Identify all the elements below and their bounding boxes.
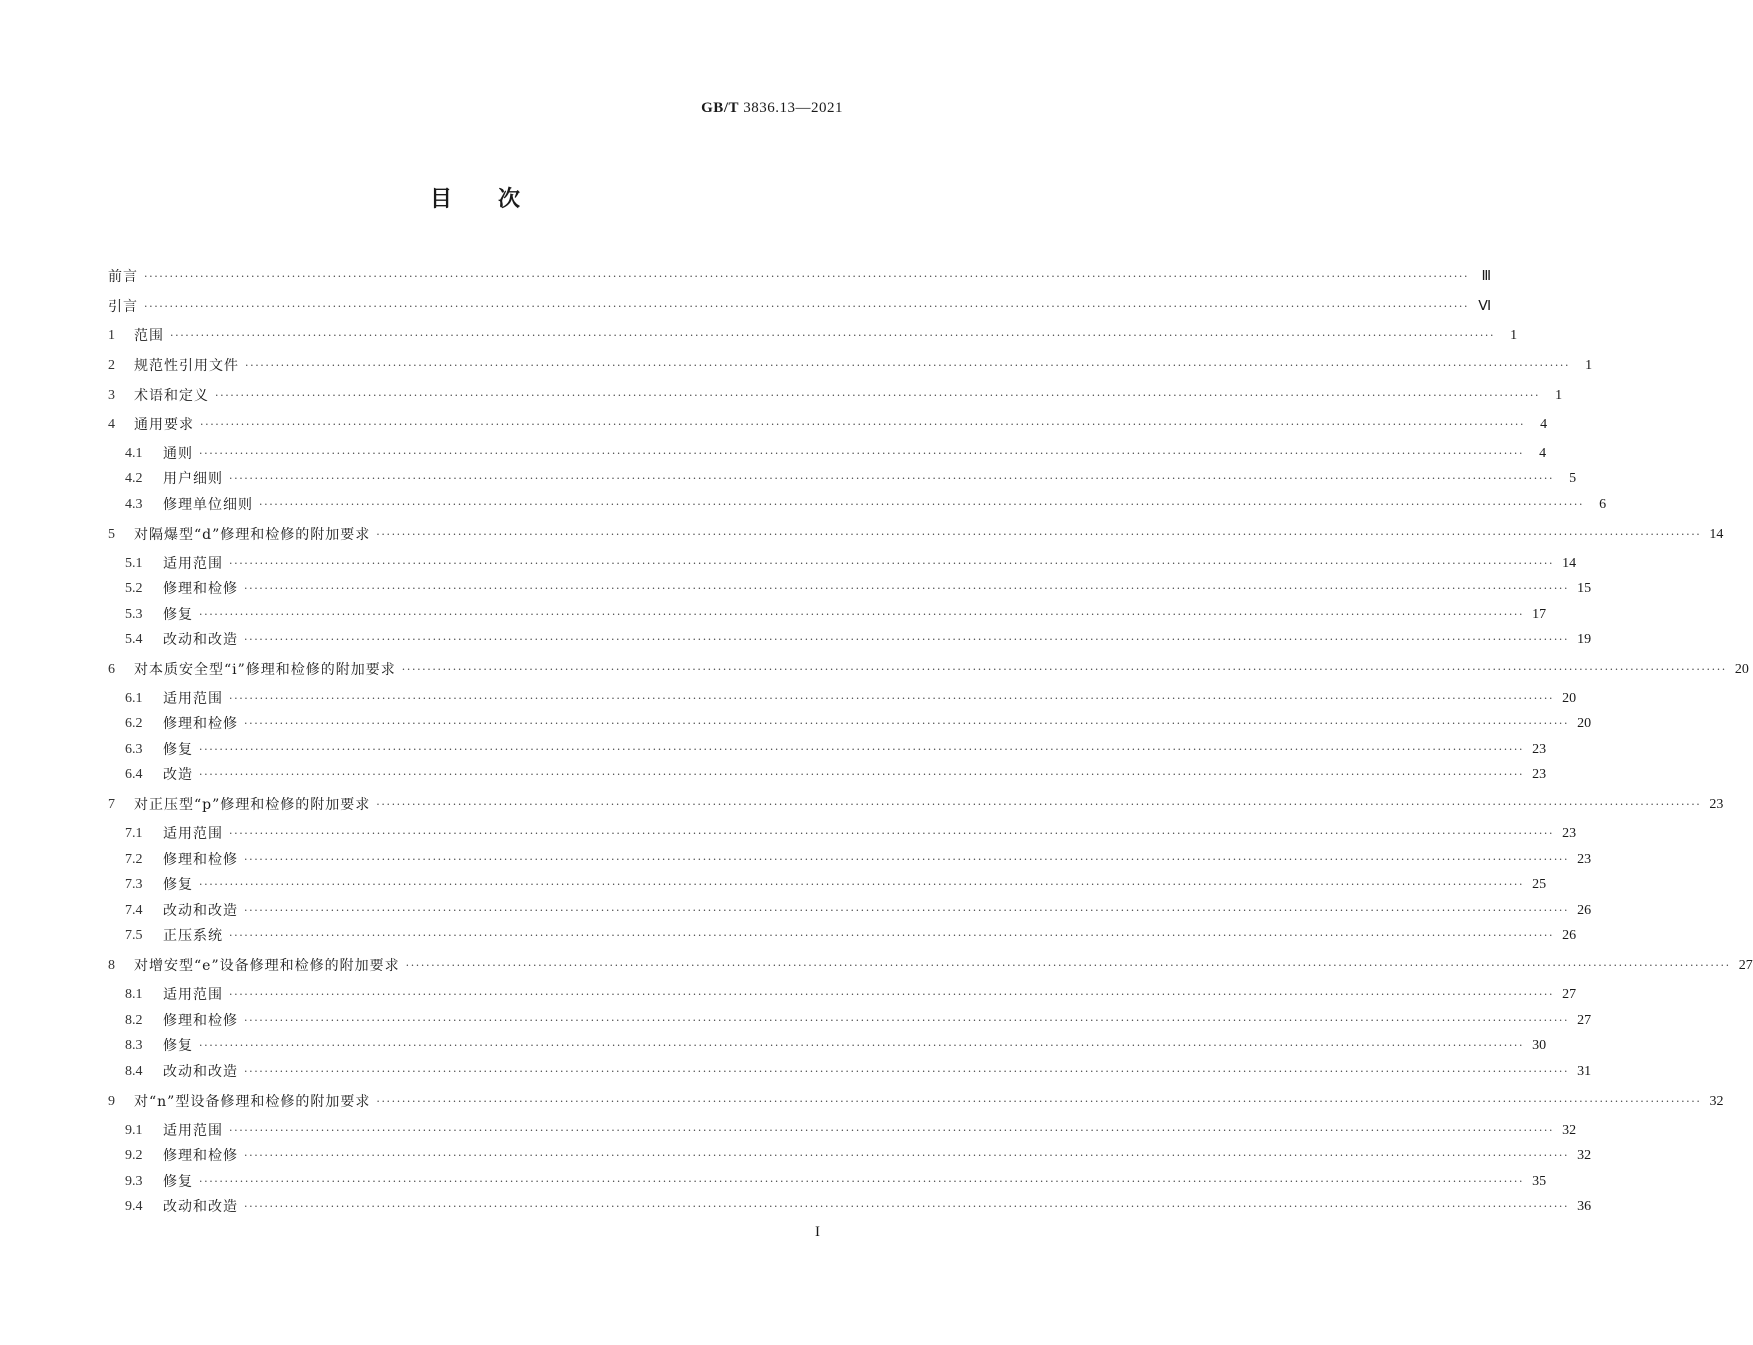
- toc-entry[interactable]: [125, 1171, 1547, 1193]
- toc-leader-dots: ····································································································································································································································································: [199, 878, 1525, 891]
- toc-entry-number: 8.4: [125, 1064, 143, 1079]
- toc-entry-number: 6.2: [125, 716, 143, 731]
- toc-entry-label: 适用范围: [163, 1123, 223, 1139]
- toc-entry-label: 适用范围: [163, 987, 223, 1003]
- toc-leader-dots: ····································································································································································································································································: [244, 717, 1570, 730]
- toc-entry[interactable]: [108, 794, 1724, 816]
- toc-entry[interactable]: [108, 414, 1548, 436]
- toc-entry[interactable]: [108, 325, 1518, 347]
- toc-entry-number: 8.3: [125, 1038, 143, 1053]
- toc-entry-page: 32: [1709, 1094, 1724, 1109]
- toc-entry-number: 5.2: [125, 581, 143, 596]
- toc-entry[interactable]: [125, 925, 1577, 947]
- toc-leader-dots: ····································································································································································································································································: [245, 359, 1571, 372]
- toc-entry-page: 31: [1577, 1064, 1592, 1079]
- toc-entry-label: 正压系统: [163, 928, 223, 944]
- toc-entry-number: 7.3: [125, 877, 143, 892]
- toc-entry-page: 20: [1577, 716, 1592, 731]
- toc-leader-dots: ····································································································································································································································································: [244, 633, 1570, 646]
- toc-entry-number: 8: [108, 958, 115, 973]
- toc-entry-number: 9.2: [125, 1148, 143, 1163]
- toc-entry-label: 修复: [163, 1038, 193, 1054]
- toc-entry[interactable]: [125, 1035, 1547, 1057]
- toc-entry[interactable]: [125, 1010, 1592, 1032]
- toc-entry-number: 4: [108, 417, 115, 432]
- toc-entry[interactable]: [108, 524, 1724, 546]
- toc-entry-label: 修理单位细则: [163, 497, 253, 513]
- toc-entry-label: 对正压型“p”修理和检修的附加要求: [134, 797, 371, 813]
- toc-entry-number: 9.1: [125, 1123, 143, 1138]
- toc-entry-page: 25: [1532, 877, 1547, 892]
- toc-entry-label: 对增安型“e”设备修理和检修的附加要求: [134, 958, 400, 974]
- toc-entry-number: 6: [108, 662, 115, 677]
- toc-entry[interactable]: [125, 553, 1577, 575]
- toc-leader-dots: ····································································································································································································································································: [199, 1039, 1525, 1052]
- toc-entry-page: 36: [1577, 1199, 1592, 1214]
- toc-entry-number: 6.1: [125, 691, 143, 706]
- toc-entry-number: 4.1: [125, 446, 143, 461]
- toc-entry-page: 35: [1532, 1174, 1547, 1189]
- toc-entry-page: 20: [1562, 691, 1577, 706]
- toc-entry-label: 修理和检修: [163, 1013, 238, 1029]
- toc-entry-label: 修复: [163, 1174, 193, 1190]
- toc-entry-page: 15: [1577, 581, 1592, 596]
- toc-entry-page: 4: [1540, 417, 1548, 432]
- toc-entry-label: 改动和改造: [163, 1064, 238, 1080]
- toc-entry-label: 规范性引用文件: [134, 358, 239, 374]
- toc-entry-label: 修理和检修: [163, 581, 238, 597]
- toc-entry[interactable]: [125, 494, 1607, 516]
- toc-leader-dots: ····································································································································································································································································: [244, 1149, 1570, 1162]
- toc-entry-label: 对隔爆型“d”修理和检修的附加要求: [134, 527, 371, 543]
- toc-entry-page: Ⅵ: [1478, 299, 1492, 314]
- toc-entry-page: 23: [1562, 826, 1577, 841]
- toc-entry-page: 5: [1569, 471, 1577, 486]
- toc-leader-dots: ····································································································································································································································································: [244, 853, 1570, 866]
- standard-number: [701, 100, 843, 117]
- toc-entry-label: 改动和改造: [163, 1199, 238, 1215]
- toc-entry[interactable]: [108, 955, 1753, 977]
- toc-leader-dots: ····································································································································································································································································: [200, 418, 1526, 431]
- toc-entry-label: 范围: [134, 328, 164, 344]
- toc-leader-dots: ····································································································································································································································································: [401, 663, 1727, 676]
- toc-leader-dots: ····································································································································································································································································: [244, 582, 1570, 595]
- toc-entry-number: 8.1: [125, 987, 143, 1002]
- toc-entry-page: 23: [1532, 767, 1547, 782]
- toc-entry[interactable]: [125, 604, 1547, 626]
- toc-entry[interactable]: [125, 823, 1577, 845]
- toc-leader-dots: ····································································································································································································································································: [199, 447, 1525, 460]
- toc-leader-dots: ····································································································································································································································································: [144, 300, 1470, 313]
- toc-entry-label: 前言: [108, 269, 138, 285]
- toc-entry-page: 4: [1539, 446, 1547, 461]
- toc-entry-page: 27: [1738, 958, 1753, 973]
- toc-leader-dots: ····································································································································································································································································: [259, 498, 1585, 511]
- toc-entry[interactable]: [108, 266, 1492, 288]
- toc-entry-page: 30: [1532, 1038, 1547, 1053]
- toc-leader-dots: ····································································································································································································································································: [244, 1065, 1570, 1078]
- toc-entry-number: 9: [108, 1094, 115, 1109]
- toc-entry-label: 修复: [163, 877, 193, 893]
- toc-leader-dots: ····································································································································································································································································: [215, 389, 1541, 402]
- toc-leader-dots: ····································································································································································································································································: [244, 904, 1570, 917]
- toc-leader-dots: ····································································································································································································································································: [170, 329, 1496, 342]
- toc-entry-page: 17: [1532, 607, 1547, 622]
- toc-entry-label: 修理和检修: [163, 1148, 238, 1164]
- toc-entry-label: 通则: [163, 446, 193, 462]
- toc-entry-number: 7.5: [125, 928, 143, 943]
- toc-entry-label: 修理和检修: [163, 852, 238, 868]
- toc-entry-page: 23: [1709, 797, 1724, 812]
- toc-entry-page: 27: [1577, 1013, 1592, 1028]
- toc-entry-page: 32: [1577, 1148, 1592, 1163]
- toc-entry-label: 适用范围: [163, 556, 223, 572]
- toc-entry[interactable]: [125, 984, 1577, 1006]
- toc-entry-page: 1: [1510, 328, 1518, 343]
- toc-entry-number: 6.4: [125, 767, 143, 782]
- toc-entry-page: 26: [1562, 928, 1577, 943]
- toc-entry[interactable]: [108, 296, 1492, 318]
- toc-entry-page: Ⅲ: [1481, 269, 1492, 284]
- toc-entry-page: 27: [1562, 987, 1577, 1002]
- toc-entry-number: 3: [108, 388, 115, 403]
- toc-entry[interactable]: [125, 874, 1547, 896]
- toc-entry[interactable]: [125, 739, 1547, 761]
- toc-leader-dots: ····································································································································································································································································: [199, 768, 1525, 781]
- toc-entry-number: 4.2: [125, 471, 143, 486]
- toc-entry-page: 1: [1585, 358, 1593, 373]
- toc-entry[interactable]: [108, 659, 1749, 681]
- toc-entry[interactable]: [125, 1061, 1592, 1083]
- toc-leader-dots: ····································································································································································································································································: [199, 743, 1525, 756]
- toc-leader-dots: ····································································································································································································································································: [229, 692, 1555, 705]
- toc-leader-dots: ····································································································································································································································································: [229, 557, 1555, 570]
- toc-entry-page: 19: [1577, 632, 1592, 647]
- toc-leader-dots: ····································································································································································································································································: [229, 472, 1555, 485]
- toc-entry-label: 引言: [108, 299, 138, 315]
- toc-entry[interactable]: [125, 629, 1592, 651]
- toc-leader-dots: ····································································································································································································································································: [229, 1124, 1555, 1137]
- toc-entry-number: 5.1: [125, 556, 143, 571]
- toc-entry-label: 修复: [163, 742, 193, 758]
- toc-entry-page: 20: [1734, 662, 1749, 677]
- toc-entry-label: 对本质安全型“i”修理和检修的附加要求: [134, 662, 396, 678]
- toc-entry[interactable]: [125, 764, 1547, 786]
- standard-code: 3836.13—2021: [743, 100, 843, 116]
- toc-entry[interactable]: [125, 578, 1592, 600]
- toc-entry-label: 改动和改造: [163, 903, 238, 919]
- toc-entry-page: 32: [1562, 1123, 1577, 1138]
- toc-entry[interactable]: [108, 355, 1593, 377]
- toc-entry-number: 5: [108, 527, 115, 542]
- toc-entry[interactable]: [125, 849, 1592, 871]
- toc-leader-dots: ····································································································································································································································································: [376, 528, 1702, 541]
- toc-entry-number: 4.3: [125, 497, 143, 512]
- toc-entry-page: 14: [1709, 527, 1724, 542]
- toc-entry-page: 1: [1555, 388, 1563, 403]
- page-title: 目次: [429, 187, 566, 212]
- toc-entry-label: 对“n”型设备修理和检修的附加要求: [134, 1094, 371, 1110]
- toc-entry-page: 6: [1599, 497, 1607, 512]
- toc-entry-label: 通用要求: [134, 417, 194, 433]
- toc-leader-dots: ····································································································································································································································································: [244, 1200, 1570, 1213]
- toc-leader-dots: ····································································································································································································································································: [229, 827, 1555, 840]
- toc-entry-number: 7.2: [125, 852, 143, 867]
- toc-leader-dots: ····································································································································································································································································: [244, 1014, 1570, 1027]
- toc-entry-number: 5.4: [125, 632, 143, 647]
- toc-entry-page: 26: [1577, 903, 1592, 918]
- toc-leader-dots: ····································································································································································································································································: [229, 988, 1555, 1001]
- toc-entry-label: 适用范围: [163, 691, 223, 707]
- toc-leader-dots: ····································································································································································································································································: [199, 1175, 1525, 1188]
- footer-page-number: I: [815, 1224, 820, 1240]
- toc-entry-number: 7: [108, 797, 115, 812]
- toc-leader-dots: ····································································································································································································································································: [144, 270, 1470, 283]
- toc-entry-label: 适用范围: [163, 826, 223, 842]
- toc-entry-page: 23: [1532, 742, 1547, 757]
- toc-entry-page: 23: [1577, 852, 1592, 867]
- toc-entry-page: 14: [1562, 556, 1577, 571]
- toc-entry[interactable]: [125, 1145, 1592, 1167]
- toc-entry-number: 1: [108, 328, 115, 343]
- toc-entry-label: 用户细则: [163, 471, 223, 487]
- toc-entry-number: 2: [108, 358, 115, 373]
- toc-entry-label: 修理和检修: [163, 716, 238, 732]
- toc-leader-dots: ····································································································································································································································································: [405, 959, 1731, 972]
- toc-entry-number: 7.1: [125, 826, 143, 841]
- toc-entry-number: 8.2: [125, 1013, 143, 1028]
- toc-entry[interactable]: [125, 1120, 1577, 1142]
- toc-leader-dots: ····································································································································································································································································: [199, 608, 1525, 621]
- toc-entry[interactable]: [108, 385, 1563, 407]
- toc-entry[interactable]: [125, 468, 1577, 490]
- toc-entry-number: 6.3: [125, 742, 143, 757]
- toc-entry-label: 改动和改造: [163, 632, 238, 648]
- toc-leader-dots: ····································································································································································································································································: [229, 929, 1555, 942]
- toc-entry-number: 9.3: [125, 1174, 143, 1189]
- toc-entry[interactable]: [125, 900, 1592, 922]
- toc-entry-label: 改造: [163, 767, 193, 783]
- toc-entry[interactable]: [125, 1196, 1592, 1218]
- toc-entry-number: 5.3: [125, 607, 143, 622]
- toc-leader-dots: ····································································································································································································································································: [376, 1095, 1702, 1108]
- toc-entry[interactable]: [125, 443, 1547, 465]
- toc-entry[interactable]: [125, 688, 1577, 710]
- standard-prefix: GB/T: [701, 100, 739, 116]
- toc-entry-number: 9.4: [125, 1199, 143, 1214]
- toc-entry[interactable]: [108, 1091, 1724, 1113]
- toc-entry-label: 术语和定义: [134, 388, 209, 404]
- toc-entry-number: 7.4: [125, 903, 143, 918]
- toc-entry[interactable]: [125, 713, 1592, 735]
- toc-entry-label: 修复: [163, 607, 193, 623]
- toc-leader-dots: ····································································································································································································································································: [376, 798, 1702, 811]
